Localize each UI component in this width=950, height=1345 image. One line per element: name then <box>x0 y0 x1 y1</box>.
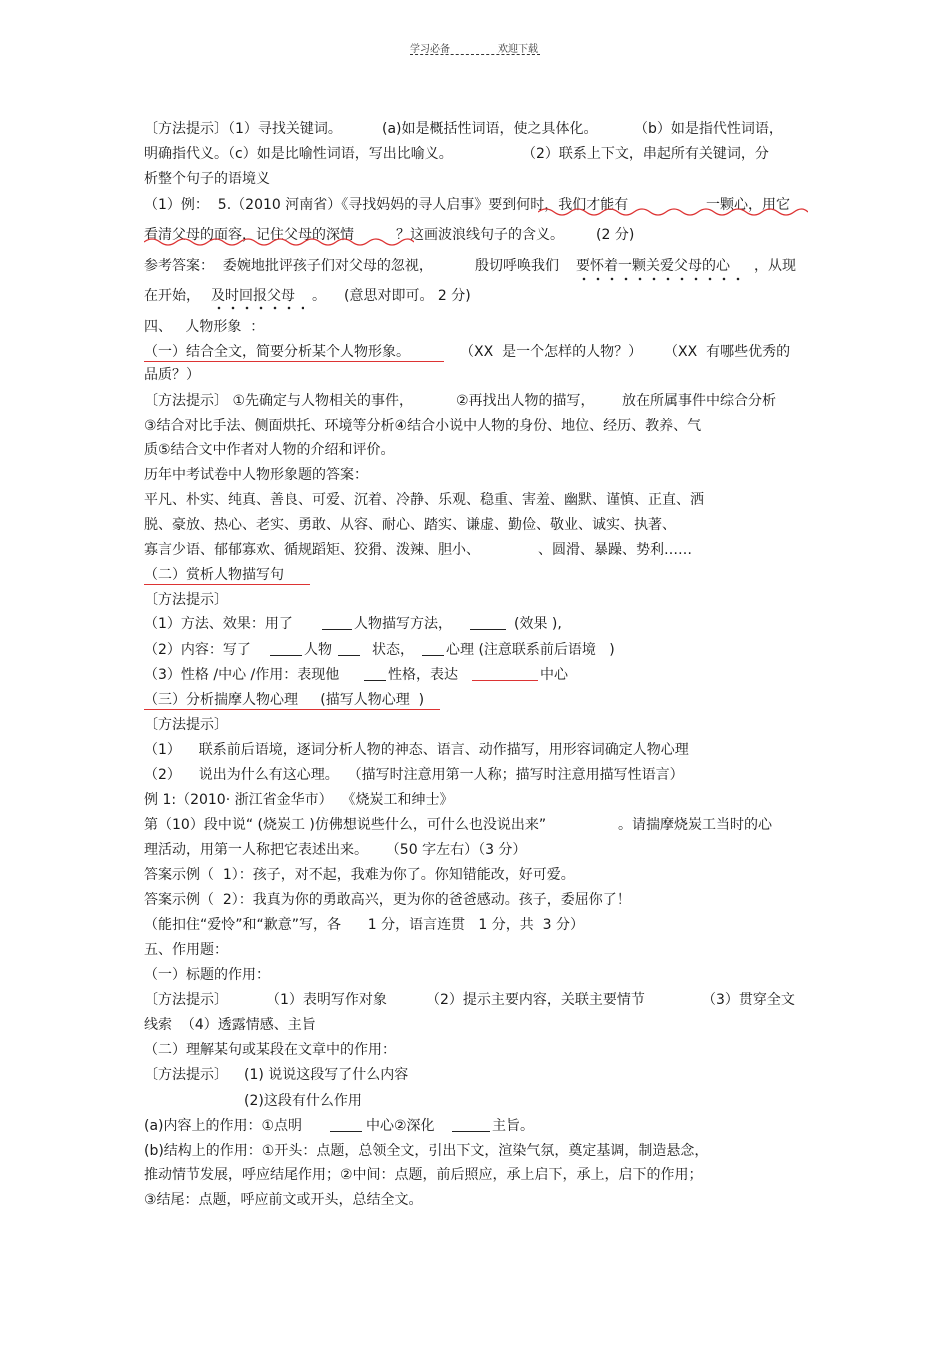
title-function-tip-line-1: 〔方法提示〕 （1）表明写作对象 （2）提示主要内容，关联主要情节 （3）贯穿全文 <box>144 992 795 1008</box>
passage-function-tip-line-2: (2)这段有什么作用 <box>244 1093 362 1109</box>
page-header <box>0 38 950 58</box>
method-tip-line-1: 〔方法提示〕（1）寻找关键词。 (a)如是概括性词语，使之具体化。 （b）如是指代性词语， <box>144 121 783 137</box>
passage-function-tip-line-1: 〔方法提示〕 (1) 说说这段写了什么内容 <box>144 1067 409 1083</box>
fill-blank <box>422 641 444 656</box>
example-line-2: 看清父母的面容，记住父母的深情 ？这画波浪线句子的含义。 (2 分) <box>144 227 635 243</box>
section-5-title: 五、作用题： <box>144 942 228 958</box>
section-4-sub2-title: （二）赏析人物描写句 <box>144 566 310 585</box>
scoring-note: （能扣住“爱怜”和“歉意”写，各 1 分，语言连贯 1 分，共 3 分） <box>144 917 585 933</box>
emphasis-dots-2 <box>212 305 304 311</box>
answers-line-2: 脱、豪放、热心、老实、勇敢、从容、耐心、踏实、谦虚、勤俭、敬业、诚实、执著、 <box>144 517 676 533</box>
wavy-underline-2 <box>144 236 414 248</box>
sample-answer-1: 答案示例（ 1）：孩子，对不起，我难为你了。你知错能改，好可爱。 <box>144 867 575 883</box>
section-4-sub3-title: （三）分析揣摩人物心理 (描写人物心理 ) <box>144 691 440 710</box>
example-line-1: （1）例： 5.（2010 河南省）《寻找妈妈的寻人启事》要到何时，我们才能有 一颗心，用它 <box>144 197 790 213</box>
fill-blank <box>472 666 538 681</box>
sub2-tip: 〔方法提示〕 <box>144 592 228 608</box>
reference-answer-line-2: 在开始， 及时回报父母 。 (意思对即可。 2 分) <box>144 288 471 304</box>
method-tip-line-2: 明确指代义。（c）如是比喻性词语，写出比喻义。 （2）联系上下文，串起所有关键词，分 <box>144 146 769 162</box>
fill-blank <box>364 666 386 681</box>
structure-function-line-2: 推动情节发展，呼应结尾作用；②中间：点题，前后照应，承上启下，承上，启下的作用； <box>144 1167 703 1183</box>
example-1-title: 例 1:（2010· 浙江省金华市） 《烧炭工和绅士》 <box>144 792 454 808</box>
example-1-question-line-1: 第（10）段中说“ (烧炭工 )仿佛想说些什么，可什么也没说出来” 。请揣摩烧炭工当时的心 <box>144 817 772 833</box>
sub3-tip: 〔方法提示〕 <box>144 717 228 733</box>
content-function-line: (a)内容上的作用：①点明 中心②深化 主旨。 <box>144 1118 534 1134</box>
sub2-line-3: （3）性格 /中心 /作用：表现他 性格，表达 中心 <box>144 667 568 683</box>
section-4-title: 四、 人物形象 ： <box>144 319 265 335</box>
header-right-text: 欢迎下载 <box>498 44 538 55</box>
answers-line-3: 寡言少语、郁郁寡欢、循规蹈矩、狡猾、泼辣、胆小、 、圆滑、暴躁、势利…… <box>144 542 692 558</box>
reference-answer-line-1: 参考答案： 委婉地批评孩子们对父母的忽视， 殷切呼唤我们 要怀着一颗关爱父母的心 ，从现 <box>144 258 796 274</box>
sample-answer-2: 答案示例（ 2）：我真为你的勇敢高兴，更为你的爸爸感动。孩子，委屈你了！ <box>144 892 631 908</box>
fill-blank <box>322 615 352 630</box>
character-tip-line-1: 〔方法提示〕 ①先确定与人物相关的事件， ②再找出人物的描写， 放在所属事件中综合分析 <box>144 393 776 409</box>
emphasis-dots-1 <box>577 276 745 282</box>
method-tip-line-3: 析整个句子的语境义 <box>144 171 270 187</box>
example-1-question-line-2: 理活动，用第一人称把它表述出来。 （50 字左右）（3 分） <box>144 842 527 858</box>
fill-blank <box>330 1117 362 1132</box>
fill-blank <box>452 1117 490 1132</box>
sub2-line-2: （2）内容：写了 人物 状态， 心理 (注意联系前后语境 ) <box>144 642 615 658</box>
section-5-sub2: （二）理解某句或某段在文章中的作用： <box>144 1042 396 1058</box>
wavy-underline-1 <box>538 206 808 218</box>
sub3-line-1: （1） 联系前后语境，逐词分析人物的神态、语言、动作描写，用形容词确定人物心理 <box>144 742 689 758</box>
character-tip-line-3: 质⑤结合文中作者对人物的介绍和评价。 <box>144 442 395 458</box>
answers-line-1: 平凡、朴实、纯真、善良、可爱、沉着、冷静、乐观、稳重、害羞、幽默、谨慎、正直、洒 <box>144 492 704 508</box>
sub2-line-1: （1）方法、效果：用了 人物描写方法， (效果 ), <box>144 616 562 632</box>
structure-function-line-3: ③结尾：点题，呼应前文或开头，总结全文。 <box>144 1192 423 1208</box>
sub3-line-2: （2） 说出为什么有这心理。 （描写时注意用第一人称；描写时注意用描写性语言） <box>144 767 684 783</box>
answers-heading: 历年中考试卷中人物形象题的答案： <box>144 467 368 483</box>
header-left-text: 学习必备 <box>410 44 450 55</box>
section-4-sub1-title: （一）结合全文，简要分析某个人物形象。 <box>144 343 444 362</box>
fill-blank <box>338 641 360 656</box>
character-tip-line-2: ③结合对比手法、侧面烘托、环境等分析④结合小说中人物的身份、地位、经历、教养、气 <box>144 418 702 434</box>
structure-function-line-1: (b)结构上的作用：①开头：点题，总领全文，引出下文，渲染气氛，奠定基调，制造悬念， <box>144 1143 709 1159</box>
title-function-tip-line-2: 线索 （4）透露情感、主旨 <box>144 1017 316 1033</box>
section-5-sub1: （一）标题的作用： <box>144 967 270 983</box>
header-rule <box>410 54 540 55</box>
section-4-sub1-line: （一）结合全文，简要分析某个人物形象。 （XX 是一个怎样的人物？） （XX 有哪些优秀的 <box>144 344 791 360</box>
fill-blank <box>270 641 302 656</box>
fill-blank <box>470 615 506 630</box>
section-4-sub1-line-2: 品质？） <box>144 367 200 383</box>
